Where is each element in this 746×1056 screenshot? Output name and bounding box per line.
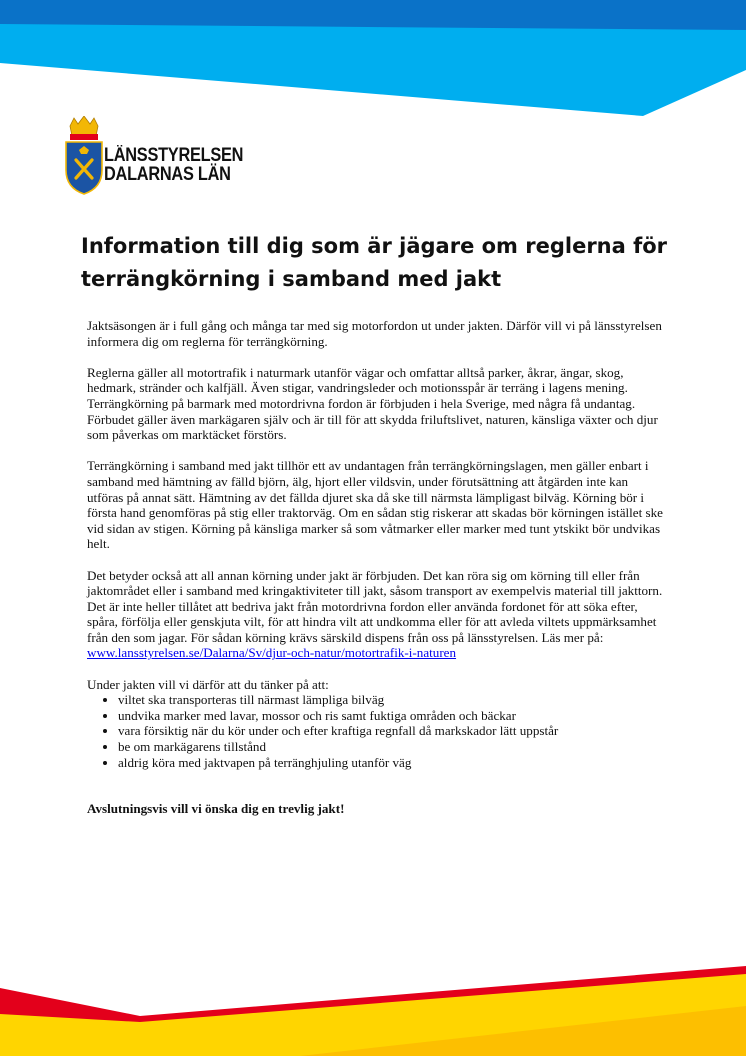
paragraph-exception: Terrängkörning i samband med jakt tillhör ett av undantagen från terrängkörningslagen, men gäller enbart i samband med hämtning av fälld björn, älg, hjort eller vildsvin, under förutsättning att åtgärden inte kan utföras på annat sätt. Hämtning av det fällda djuret ska då ske till närmsta lämpligast bilväg. Körning bör i första hand genomföras på stig eller traktorväg. Om en sådan stig riskerar att skadas bör körningen istället ske vid sidan av stigen. Körning på känsliga marker så som våtmarker eller marker med tunt ytskikt bör undvikas helt. xyxy=(87,458,663,552)
list-item: • undvika marker med lavar, mossor och ris samt fuktiga områden och bäckar xyxy=(118,708,667,724)
paragraph-rules: Reglerna gäller all motortrafik i naturmark utanför vägar och omfattar alltså parker, åkrar, ängar, skog, hedmark, stränder och kalfjäll. Även stigar, vandringsleder och motionsspår är terräng i lagens mening. Terrängkörning på barmark med motordrivna fordon är förbjuden i hela Sverige, med några få undantag. Förbudet gäller även markägaren själv och är till för att skydda friluftslivet, naturen, känsliga växter och djur som påverkas om marktäcket förstörs. xyxy=(87,364,658,443)
top-decorative-band xyxy=(0,0,746,120)
paragraph-prohibitions-text: Det betyder också att all annan körning under jakt är förbjuden. Det kan röra sig om körning till eller från jaktområdet eller i samband med kringaktiviteter till jakt, såsom transport av exempelvis material till jakttorn. Det är inte heller tillåtet att bedriva jakt från motordrivna fordon eller använda fordonet för att söka efter, spåra, förfölja eller genskjuta vilt, för att hindra vilt att undkomma eller för att avleda viltets uppmärksamhet från den som jagar. För sådan körning krävs särskild dispens från oss på länsstyrelsen. Läs mer på: xyxy=(87,567,663,645)
coat-of-arms-icon xyxy=(64,116,104,196)
page-title: Information till dig som är jägare om reglerna för terrängkörning i samband med jakt xyxy=(81,234,668,291)
paragraph-prohibitions xyxy=(87,568,667,662)
document-body xyxy=(87,318,667,832)
paragraph-intro: Jaktsäsongen är i full gång och många tar med sig motorfordon ut under jakten. Därför vill vi på länsstyrelsen informera dig om reglerna för terrängkörning. xyxy=(87,318,662,349)
logo-line-2: DALARNAS LÄN xyxy=(104,164,231,185)
closing-line: Avslutningsvis vill vi önska dig en trevlig jakt! xyxy=(87,801,345,817)
bottom-decorative-band xyxy=(0,966,746,1056)
info-link[interactable]: www.lansstyrelsen.se/Dalarna/Sv/djur-och-natur/motortrafik-i-naturen xyxy=(87,645,457,661)
lansstyrelsen-logo xyxy=(64,116,264,196)
logo-line-1: LÄNSSTYRELSEN xyxy=(104,145,244,166)
advice-list xyxy=(87,692,667,770)
list-intro: Under jakten vill vi därför att du tänker på att: xyxy=(87,676,329,692)
list-item: • vara försiktig när du kör under och efter kraftiga regnfall då markskador lätt uppstår xyxy=(118,723,667,739)
list-item: • viltet ska transporteras till närmast lämpliga bilväg xyxy=(118,692,667,708)
list-item: • be om markägarens tillstånd xyxy=(118,739,667,755)
logo-wordmark xyxy=(104,146,243,184)
list-item: • aldrig köra med jaktvapen på terränghjuling utanför väg xyxy=(118,755,667,771)
